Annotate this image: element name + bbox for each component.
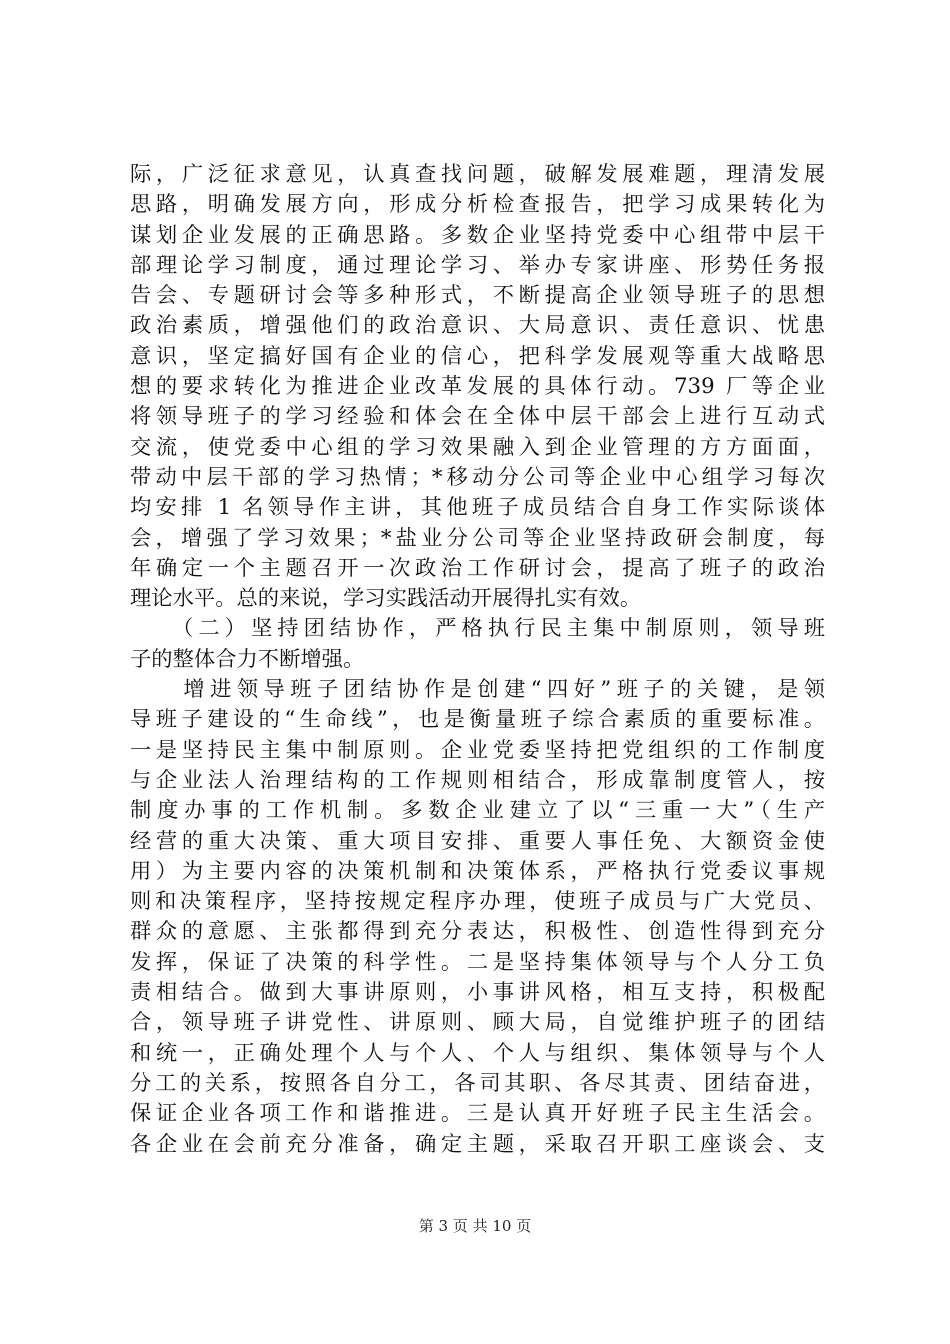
text-line: 想的要求转化为推进企业改革发展的具体行动。739 厂等企业	[130, 374, 825, 400]
text-line: 交流，使党委中心组的学习效果融入到企业管理的方方面面，	[130, 434, 825, 460]
text-line: 告会、专题研讨会等多种形式，不断提高企业领导班子的思想	[130, 283, 825, 309]
text-line: （二）坚持团结协作，严格执行民主集中制原则，领导班	[130, 616, 825, 642]
text-line: 均安排 1 名领导作主讲，其他班子成员结合自身工作实际谈体	[130, 495, 825, 521]
text-line: 发挥，保证了决策的科学性。二是坚持集体领导与个人分工负	[130, 949, 825, 975]
body-text	[130, 160, 825, 1160]
text-line: 群众的意愿、主张都得到充分表达，积极性、创造性得到充分	[130, 919, 825, 945]
text-line: 导班子建设的“生命线”，也是衡量班子综合素质的重要标准。	[130, 707, 825, 733]
text-line: 谋划企业发展的正确思路。多数企业坚持党委中心组带中层干	[130, 222, 825, 248]
text-line: 会，增强了学习效果；*盐业分公司等企业坚持政研会制度，每	[130, 525, 825, 551]
text-line: 一是坚持民主集中制原则。企业党委坚持把党组织的工作制度	[130, 737, 825, 763]
text-line: 与企业法人治理结构的工作规则相结合，形成靠制度管人，按	[130, 767, 825, 793]
text-line: 部理论学习制度，通过理论学习、举办专家讲座、形势任务报	[130, 252, 825, 278]
text-line: 则和决策程序，坚持按规定程序办理，使班子成员与广大党员、	[130, 889, 825, 915]
text-line: 增进领导班子团结协作是创建“四好”班子的关键，是领	[130, 677, 825, 703]
text-line: 经营的重大决策、重大项目安排、重要人事任免、大额资金使	[130, 828, 825, 854]
text-line: 年确定一个主题召开一次政治工作研讨会，提高了班子的政治	[130, 555, 825, 581]
text-line: 政治素质，增强他们的政治意识、大局意识、责任意识、忧患	[130, 313, 825, 339]
text-line: 责相结合。做到大事讲原则，小事讲风格，相互支持，积极配	[130, 980, 825, 1006]
text-line: 思路，明确发展方向，形成分析检查报告，把学习成果转化为	[130, 192, 825, 218]
text-line: 意识，坚定搞好国有企业的信心，把科学发展观等重大战略思	[130, 343, 825, 369]
text-line: 际，广泛征求意见，认真查找问题，破解发展难题，理清发展	[130, 162, 825, 187]
text-line: 理论水平。总的来说，学习实践活动开展得扎实有效。	[130, 586, 642, 612]
text-line: 子的整体合力不断增强。	[130, 646, 365, 672]
text-line: 分工的关系，按照各自分工，各司其职、各尽其责、团结奋进，	[130, 1070, 825, 1096]
text-line: 用）为主要内容的决策机制和决策体系，严格执行党委议事规	[130, 858, 825, 884]
page-footer: 第 3 页 共 10 页	[418, 1217, 532, 1235]
text-line: 合，领导班子讲党性、讲原则、顾大局，自觉维护班子的团结	[130, 1010, 825, 1036]
text-line: 保证企业各项工作和谐推进。三是认真开好班子民主生活会。	[130, 1101, 825, 1127]
text-line: 带动中层干部的学习热情；*移动分公司等企业中心组学习每次	[130, 464, 825, 490]
text-line: 各企业在会前充分准备，确定主题，采取召开职工座谈会、支	[130, 1131, 825, 1157]
text-line: 将领导班子的学习经验和体会在全体中层干部会上进行互动式	[130, 404, 825, 430]
text-line: 制度办事的工作机制。多数企业建立了以“三重一大”（生产	[130, 798, 825, 824]
text-line: 和统一，正确处理个人与个人、个人与组织、集体领导与个人	[130, 1040, 825, 1066]
